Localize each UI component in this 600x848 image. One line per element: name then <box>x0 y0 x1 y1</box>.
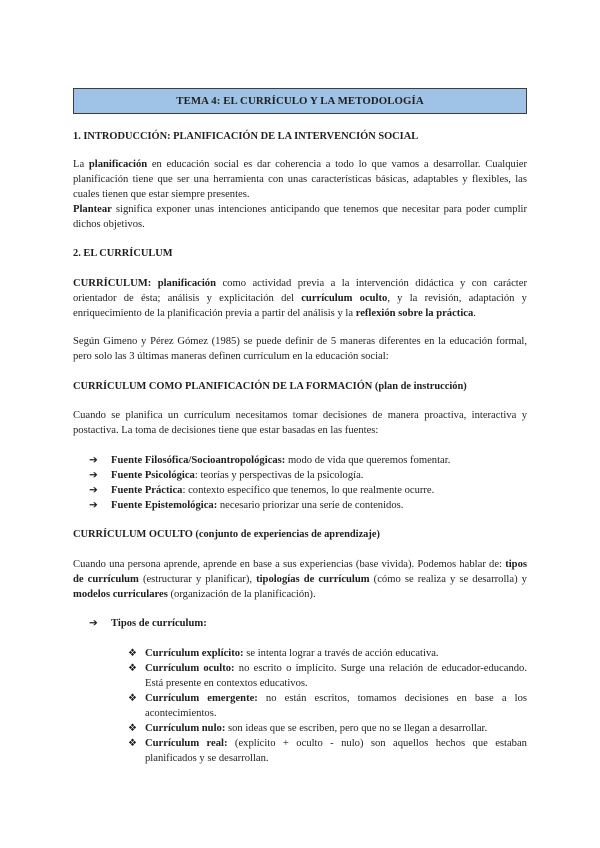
curriculum-type-item: ❖ Currículum emergente: no están escritos, tomamos decisiones en base a los acontecimientos. <box>128 693 527 719</box>
curriculum-type-item: ❖ Currículum oculto: no escrito o implícito. Surge una relación de educador-educando. Está presente en contextos educativos. <box>128 663 527 689</box>
source-bullet: ➔ Fuente Psicológica: teorías y perspectivas de la psicología. <box>89 470 364 481</box>
source-bullet: ➔ Fuente Filosófica/Socioantropológicas: modo de vida que queremos fomentar. <box>89 455 451 466</box>
document-title-text: TEMA 4: EL CURRÍCULO Y LA METODOLOGÍA <box>176 95 424 107</box>
section-2-heading: 2. EL CURRÍCULUM <box>73 248 173 259</box>
arrow-bullet-icon: ➔ <box>89 455 98 466</box>
section-2-paragraph-1: CURRÍCULUM: planificación como actividad previa a la intervención didáctica y con carácter orientador de ésta; análisis y explicitación del currículum oculto, y la revisión, adaptación y enriquecimiento de la planificación previa a partir del análisis y la reflexión sobre la práctica. <box>73 278 527 319</box>
source-bullet: ➔ Fuente Epistemológica: necesario priorizar una serie de contenidos. <box>89 500 404 511</box>
section-1-paragraph-1: La planificación en educación social es dar coherencia a todo lo que vamos a desarrollar. Cualquier planificación tiene que ser una herramienta con unas características básicas, adaptables y flexibles, las cuales tienen que estar siempre presentes. <box>73 159 528 200</box>
diamond-bullet-icon: ❖ <box>128 693 137 704</box>
diamond-bullet-icon: ❖ <box>128 663 137 674</box>
curriculum-type-item: ❖ Currículum real: (explícito + oculto - nulo) son aquellos hechos que estaban planificados y se desarrollan. <box>128 738 527 764</box>
diamond-bullet-icon: ❖ <box>128 648 137 659</box>
curriculum-type-item: ❖ Currículum nulo: son ideas que se escriben, pero que no se llegan a desarrollar. <box>128 723 488 734</box>
curriculum-type-item: ❖ Currículum explícito: se intenta lograr a través de acción educativa. <box>128 648 439 659</box>
document-title <box>73 88 527 114</box>
arrow-bullet-icon: ➔ <box>89 500 98 511</box>
section-1-heading: 1. INTRODUCCIÓN: PLANIFICACIÓN DE LA INTERVENCIÓN SOCIAL <box>73 131 419 142</box>
diamond-bullet-icon: ❖ <box>128 723 137 734</box>
source-bullet: ➔ Fuente Práctica: contexto específico que tenemos, lo que realmente ocurre. <box>89 485 435 496</box>
section-1-paragraph-2: Plantear significa exponer unas intenciones anticipando que tenemos que necesitar para poder cumplir dichos objetivos. <box>73 204 527 230</box>
section-2-paragraph-2: Según Gimeno y Pérez Gómez (1985) se puede definir de 5 maneras diferentes en la educación formal, pero solo las 3 últimas maneras definen currículum en la educación social: <box>73 336 527 362</box>
arrow-bullet-icon: ➔ <box>89 470 98 481</box>
arrow-bullet-icon: ➔ <box>89 485 98 496</box>
section-4-paragraph-1: Cuando una persona aprende, aprende en base a sus experiencias (base vivida). Podemos hablar de: tipos de currículum (estructurar y planificar), tipologías de currículum (cómo se realiza y se desarrolla) y modelos curriculares (organización de la planificación). <box>73 559 527 600</box>
section-4-heading: CURRÍCULUM OCULTO (conjunto de experiencias de aprendizaje) <box>73 529 380 540</box>
section-3-paragraph-1: Cuando se planifica un currículum necesitamos tomar decisiones de manera proactiva, interactiva y postactiva. La toma de decisiones tiene que estar basadas en las fuentes: <box>73 410 527 436</box>
diamond-bullet-icon: ❖ <box>128 738 137 749</box>
arrow-bullet-icon: ➔ <box>89 618 98 629</box>
section-3-heading: CURRÍCULUM COMO PLANIFICACIÓN DE LA FORMACIÓN (plan de instrucción) <box>73 381 467 392</box>
types-subheading: ➔ Tipos de currículum: <box>89 618 207 629</box>
